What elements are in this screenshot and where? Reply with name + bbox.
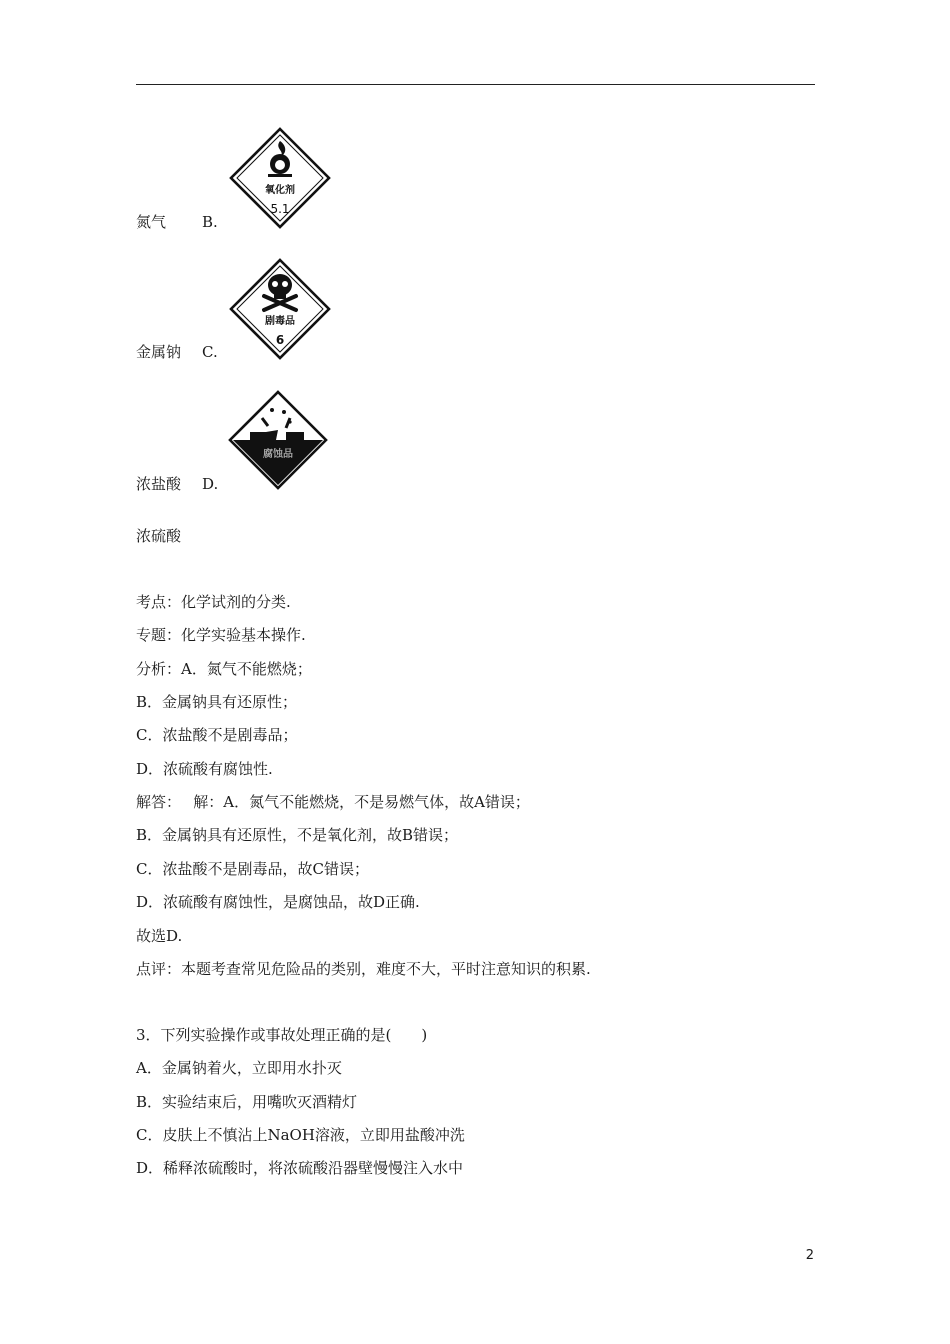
sign-class-number: 6: [275, 333, 285, 347]
guxuan: 故选D.: [136, 927, 183, 945]
jieda-d: D．浓硫酸有腐蚀性，是腐蚀品，故D正确.: [136, 893, 420, 911]
sign-label: 腐蚀品: [263, 449, 293, 460]
toxic-sign: [228, 258, 332, 360]
option-b-letter: B.: [202, 213, 218, 231]
kaodian: 考点：化学试剂的分类.: [136, 593, 291, 611]
dianping: 点评：本题考查常见危险品的类别，难度不大，平时注意知识的积累.: [136, 960, 591, 978]
header-rule: [136, 84, 815, 85]
option-d-substance: 浓硫酸: [136, 527, 182, 545]
jieda-c: C．浓盐酸不是剧毒品，故C错误；: [136, 860, 369, 878]
oxidizer-sign: [228, 127, 332, 229]
jieda-b: B．金属钠具有还原性，不是氧化剂，故B错误；: [136, 826, 459, 844]
page-number: 2: [805, 1248, 814, 1263]
fenxi-c: C．浓盐酸不是剧毒品；: [136, 726, 298, 744]
question-3-stem: 3．下列实验操作或事故处理正确的是( ): [136, 1026, 428, 1044]
sign-class-number: 5.1: [270, 202, 290, 216]
corrosive-sign: [228, 390, 328, 490]
option-b-substance: 金属钠: [136, 343, 182, 361]
option-a-substance: 氮气: [136, 213, 167, 231]
question-3-option-d: D．稀释浓硫酸时，将浓硫酸沿器壁慢慢注入水中: [136, 1159, 464, 1177]
sign-label: 氧化剂: [265, 185, 295, 196]
question-3-option-c: C．皮肤上不慎沾上NaOH溶液，立即用盐酸冲洗: [136, 1126, 465, 1144]
question-3-option-a: A．金属钠着火，立即用水扑灭: [136, 1059, 342, 1077]
option-d-letter: D.: [202, 475, 219, 493]
sign-label: 剧毒品: [265, 316, 295, 327]
option-c-letter: C.: [202, 343, 218, 361]
zhuanti: 专题：化学实验基本操作.: [136, 626, 306, 644]
option-c-substance: 浓盐酸: [136, 475, 182, 493]
jieda: 解答： 解：A．氮气不能燃烧，不是易燃气体，故A错误；: [136, 793, 530, 811]
option-row-c: [136, 342, 218, 362]
option-row-b: [136, 212, 218, 232]
fenxi-b: B．金属钠具有还原性；: [136, 693, 298, 711]
option-row-d: [136, 474, 219, 494]
question-3-option-b: B．实验结束后，用嘴吹灭酒精灯: [136, 1093, 358, 1111]
fenxi: 分析：A．氮气不能燃烧；: [136, 660, 312, 678]
fenxi-d: D．浓硫酸有腐蚀性.: [136, 760, 273, 778]
